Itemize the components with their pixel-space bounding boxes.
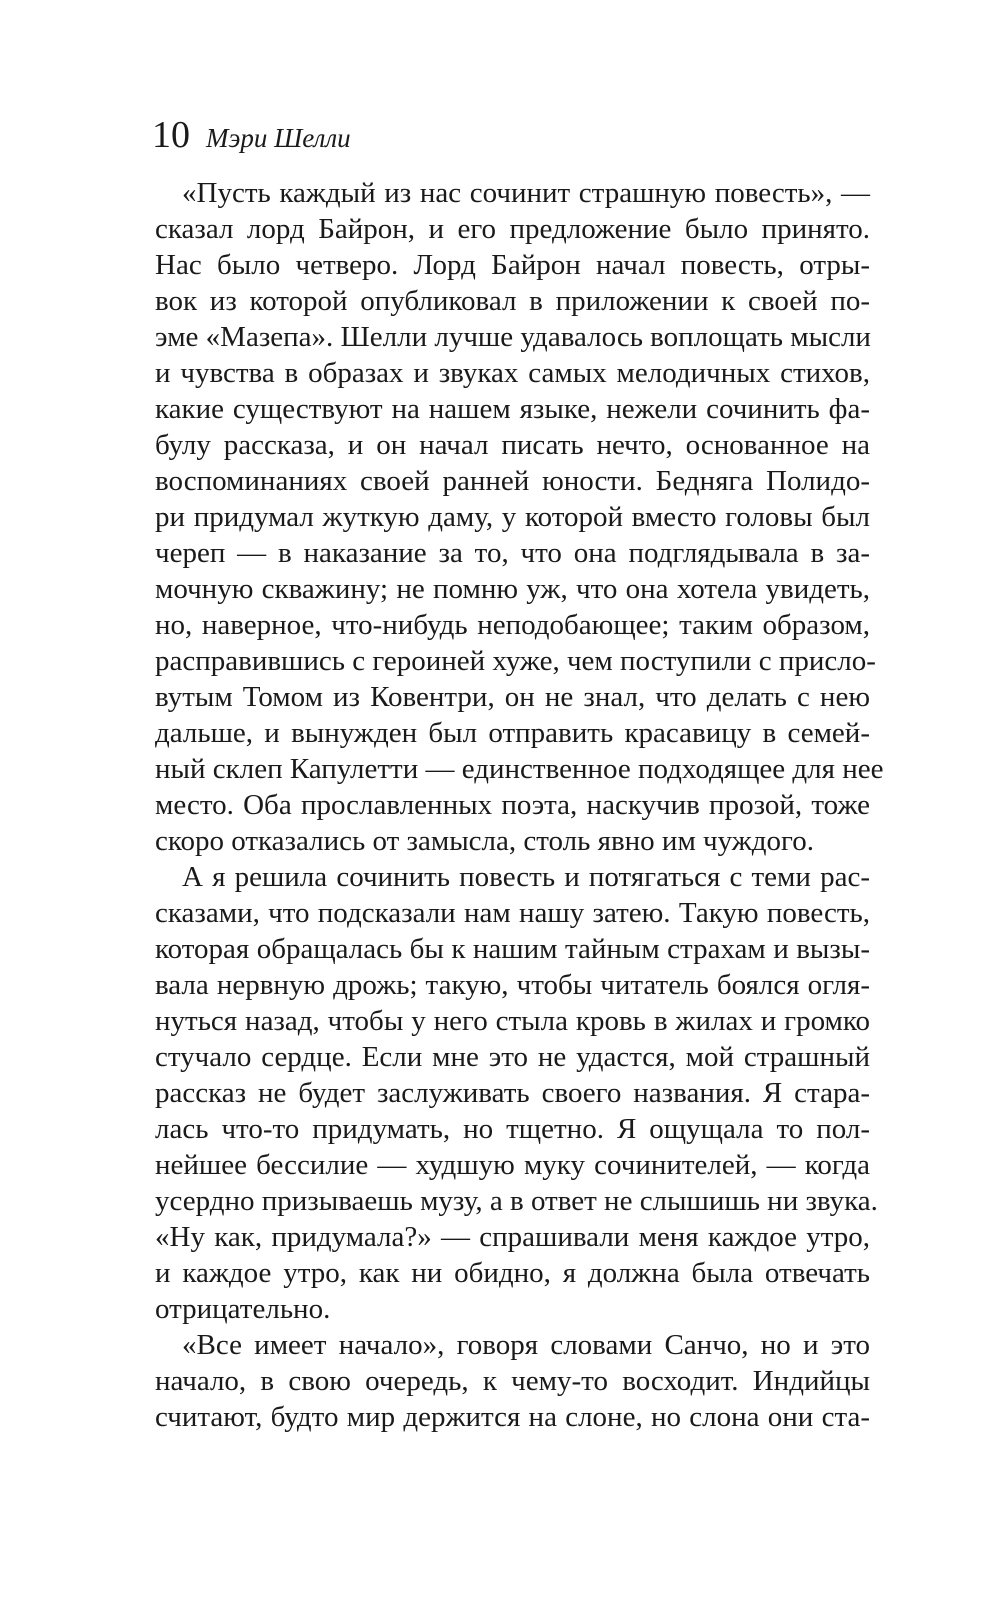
text-line: отрицательно. — [155, 1293, 331, 1325]
text-line: А я решила сочинить повесть и потягаться с теми рас- — [182, 861, 870, 893]
text-line: скоро отказались от замысла, столь явно им чуждого. — [155, 825, 814, 857]
text-line: какие существуют на нашем языке, нежели сочинить фа- — [155, 393, 870, 425]
text-line: нуться назад, чтобы у него стыла кровь в жилах и громко — [155, 1005, 870, 1037]
text-line: усердно призываешь музу, а в ответ не слышишь ни звука. — [155, 1185, 878, 1217]
text-line: стучало сердце. Если мне это не удастся, мой страшный — [155, 1041, 870, 1073]
text-line: считают, будто мир держится на слоне, но слона они ста- — [155, 1401, 870, 1433]
text-line: череп — в наказание за то, что она подглядывала в за- — [155, 537, 870, 569]
text-line: ный склеп Капулетти — единственное подходящее для нее — [155, 753, 884, 785]
text-line: мочную скважину; не помню уж, что она хотела увидеть, — [155, 573, 870, 605]
page-number: 10 — [152, 114, 190, 156]
text-line: сказал лорд Байрон, и его предложение было принято. — [155, 213, 870, 245]
text-line: дальше, и вынужден был отправить красавицу в семей- — [155, 717, 870, 749]
text-line: лась что-то придумать, но тщетно. Я ощущала то пол- — [155, 1113, 870, 1145]
text-line: и каждое утро, как ни обидно, я должна была отвечать — [155, 1257, 870, 1289]
text-line: вала нервную дрожь; такую, чтобы читатель боялся огля- — [155, 969, 870, 1001]
text-line: сказами, что подсказали нам нашу затею. Такую повесть, — [155, 897, 870, 929]
paragraph — [155, 859, 878, 1327]
paragraphs — [155, 175, 884, 1435]
body-text — [155, 175, 884, 1435]
running-head-author: Мэри Шелли — [206, 123, 351, 153]
text-line: ри придумал жуткую даму, у которой вместо головы был — [155, 501, 870, 533]
text-line: вутым Томом из Ковентри, он не знал, что делать с нею — [155, 681, 870, 713]
paragraph — [155, 175, 884, 859]
running-head — [152, 112, 351, 158]
text-line: «Пусть каждый из нас сочинит страшную повесть», — — [182, 177, 870, 209]
text-line: начало, в свою очередь, к чему-то восходит. Индийцы — [155, 1365, 870, 1397]
text-line: булу рассказа, и он начал писать нечто, основанное на — [155, 429, 870, 461]
text-line: воспоминаниях своей ранней юности. Бедняга Полидо- — [155, 465, 870, 497]
text-line: но, наверное, что-нибудь неподобающее; таким образом, — [155, 609, 870, 641]
text-line: эме «Мазепа». Шелли лучше удавалось воплощать мысли — [155, 321, 871, 353]
text-line: расправившись с героиней хуже, чем поступили с присло- — [155, 645, 876, 677]
text-line: «Ну как, придумала?» — спрашивали меня каждое утро, — [155, 1221, 870, 1253]
text-line: которая обращалась бы к нашим тайным страхам и вызы- — [155, 933, 870, 965]
text-line: вок из которой опубликовал в приложении к своей по- — [155, 285, 870, 317]
text-line: рассказ не будет заслуживать своего названия. Я стара- — [155, 1077, 870, 1109]
text-line: «Все имеет начало», говоря словами Санчо, но и это — [182, 1329, 870, 1361]
text-line: Нас было четверо. Лорд Байрон начал повесть, отры- — [155, 249, 870, 281]
paragraph — [155, 1327, 870, 1435]
text-line: место. Оба прославленных поэта, наскучив прозой, тоже — [155, 789, 870, 821]
text-line: нейшее бессилие — худшую муку сочинителей, — когда — [155, 1149, 870, 1181]
text-line: и чувства в образах и звуках самых мелодичных стихов, — [155, 357, 870, 389]
